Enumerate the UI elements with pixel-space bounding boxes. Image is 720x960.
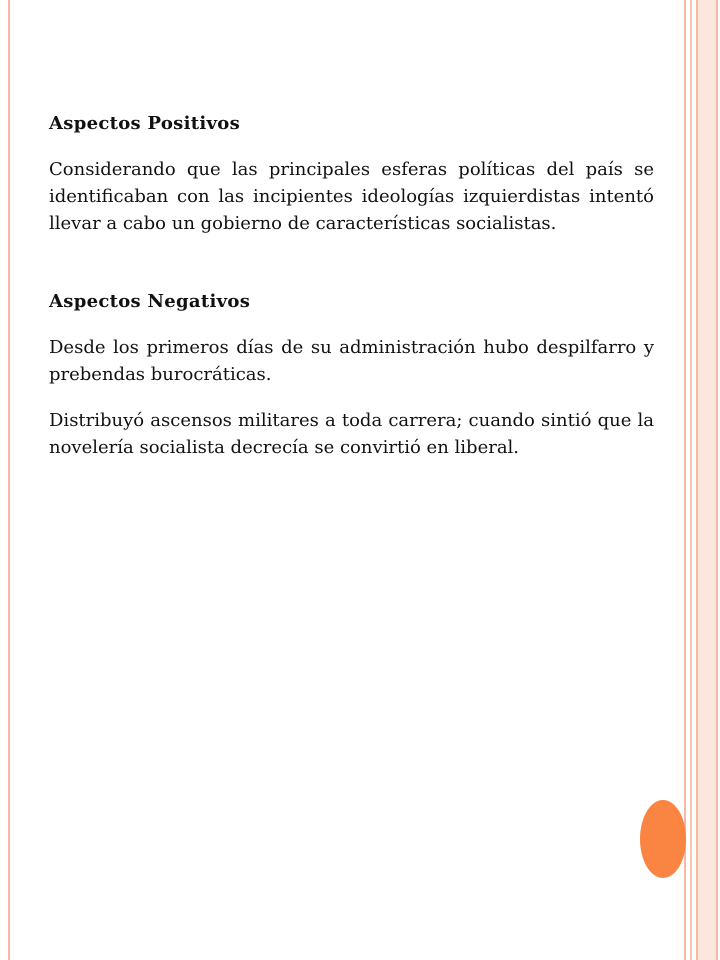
border-line [716, 0, 718, 960]
slide-content [49, 110, 654, 461]
positive-paragraph: Considerando que las principales esferas políticas del país se identificaban con las incipientes ideologías izquierdistas intentó llevar a cabo un gobierno de características socialistas. [49, 159, 654, 234]
negative-paragraph-1: Desde los primeros días de su administración hubo despilfarro y prebendas burocráticas. [49, 337, 654, 385]
negative-paragraph-2: Distribuyó ascensos militares a toda carrera; cuando sintió que la novelería socialista decrecía se convirtió en liberal. [49, 410, 654, 458]
right-border-decoration [684, 0, 720, 960]
section-heading-negative: Aspectos Negativos [49, 291, 251, 312]
section-heading-positive: Aspectos Positivos [49, 113, 240, 134]
orange-oval-decoration [640, 800, 686, 878]
border-line [684, 0, 686, 960]
left-border-decoration [0, 0, 10, 960]
border-line [690, 0, 692, 960]
border-fill [698, 0, 716, 960]
